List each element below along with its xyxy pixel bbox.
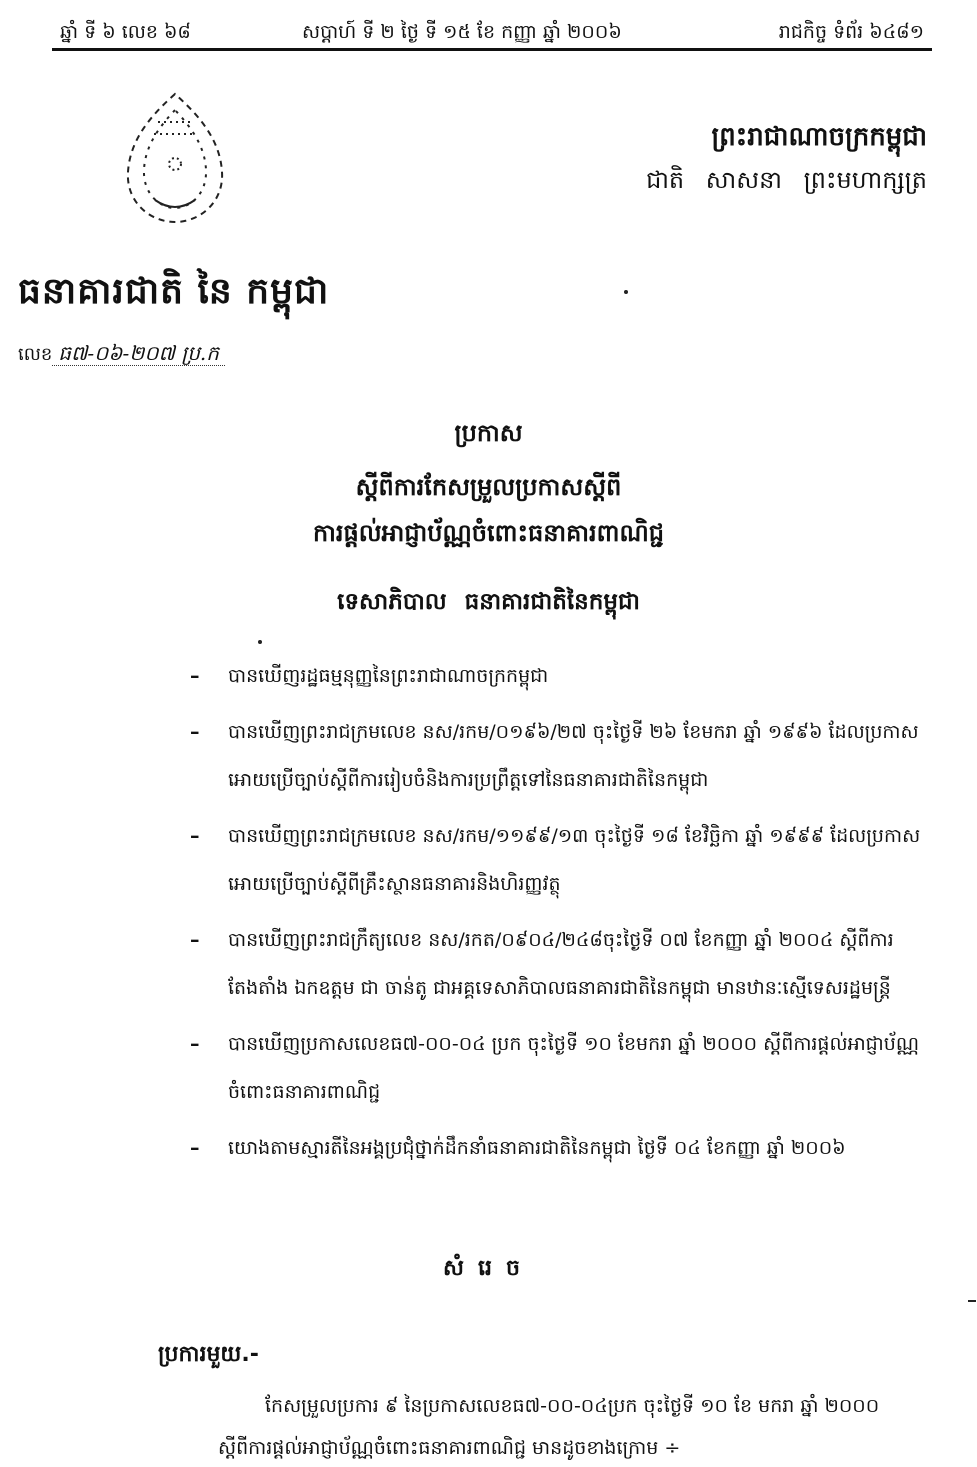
- gazette-year-issue: ឆ្នាំ ទី ៦ លេខ ៦៨: [60, 21, 191, 43]
- article-paragraph-line-1: កែសម្រួលប្រការ ៩ នៃប្រកាសលេខធ៧-០០-០៤ប្រក ចុះថ្ងៃទី ១០ ខែ មករា ឆ្នាំ ២០០០: [265, 1395, 880, 1417]
- consideration-text: បានឃើញព្រះរាជក្រឹត្យលេខ នស/រកត/០៩០៤/២៤៨ចុះថ្ងៃទី ០៧ ខែកញ្ញា ឆ្នាំ ២០០៤ ស្តីពីការតែងតាំង ឯកឧត្តម ជា ចាន់តូ ជាអគ្គទេសាភិបាលធនាគារជាតិនៃកម្ពុជា មានឋានៈស្មើទេសរដ្ឋមន្ត្រី: [228, 929, 894, 999]
- list-item: – បានឃើញរដ្ឋធម្មនុញ្ញនៃព្រះរាជាណាចក្រកម្ពុជា: [190, 665, 549, 687]
- consideration-text: បានឃើញព្រះរាជក្រមលេខ នស/រកម/១១៩៩/១៣ ចុះថ្ងៃទី ១៨ ខែវិច្ឆិកា ឆ្នាំ ១៩៩៩ ដែលប្រកាសអោយប្រើច្បាប់ស្តីពីគ្រឹះស្ថានធនាគារនិងហិរញ្ញវត្ថុ: [228, 825, 921, 895]
- reference-label: លេខ: [18, 344, 53, 365]
- article-one-heading: ប្រការមួយ.-: [158, 1342, 259, 1367]
- gazette-page: រាជកិច្ច ទំព័រ ៦៤៨១: [778, 21, 924, 43]
- gazette-header: [52, 18, 932, 51]
- scan-speck: [968, 1300, 976, 1302]
- document-type: ប្រកាស: [454, 419, 523, 447]
- bank-seal-emblem-icon: [100, 82, 250, 232]
- scan-speck: [258, 640, 262, 644]
- considerations-list: [190, 652, 945, 1180]
- subject-line-1: ស្តីពីការកែសម្រួលប្រកាសស្តីពី: [355, 473, 622, 501]
- list-item: – បានឃើញព្រះរាជក្រឹត្យលេខ នស/រកត/០៩០៤/២៤៨ចុះថ្ងៃទី ០៧ ខែកញ្ញា ឆ្នាំ ២០០៤ ស្តីពីការតែងតាំង ឯកឧត្តម ជា ចាន់តូ ជាអគ្គទេសាភិបាលធនាគារជាតិនៃកម្ពុជា មានឋានៈស្មើទេសរដ្ឋមន្ត្រី: [190, 929, 894, 999]
- consideration-text: យោងតាមស្មារតីនៃអង្គប្រជុំថ្នាក់ដឹកនាំធនាគារជាតិនៃកម្ពុជា ថ្ងៃទី ០៤ ខែកញ្ញា ឆ្នាំ ២០០៦: [228, 1137, 846, 1159]
- national-motto: ជាតិ សាសនា ព្រះមហាក្សត្រ: [646, 166, 927, 194]
- handwritten-reference: ធ៧-០៦-២០៧ ប្រ.ក: [52, 341, 225, 366]
- scan-speck: [624, 290, 628, 294]
- gazette-date: សប្តាហ៍ ទី ២ ថ្ងៃ ទី ១៥ ខែ កញ្ញា ឆ្នាំ ២០០៦: [302, 21, 622, 43]
- list-item: – បានឃើញព្រះរាជក្រមលេខ នស/រកម/០១៩៦/២៧ ចុះថ្ងៃទី ២៦ ខែមករា ឆ្នាំ ១៩៩៦ ដែលប្រកាសអោយប្រើច្បាប់ស្តីពីការរៀបចំនិងការប្រព្រឹត្តទៅនៃធនាគារជាតិនៃកម្ពុជា: [190, 721, 919, 791]
- issuing-bank-name: ធនាគារជាតិ នៃ កម្ពុជា: [18, 271, 330, 312]
- reference-number: [18, 340, 225, 370]
- list-item: – យោងតាមស្មារតីនៃអង្គប្រជុំថ្នាក់ដឹកនាំធនាគារជាតិនៃកម្ពុជា ថ្ងៃទី ០៤ ខែកញ្ញា ឆ្នាំ ២០០៦: [190, 1137, 846, 1159]
- consideration-text: បានឃើញប្រកាសលេខធ៧-០០-០៤ ប្រក ចុះថ្ងៃទី ១០ ខែមករា ឆ្នាំ ២០០០ ស្តីពីការផ្តល់អាជ្ញាប័ណ្ណចំពោះធនាគារពាណិជ្ជ: [228, 1033, 920, 1103]
- article-paragraph-line-2: ស្តីពីការផ្តល់អាជ្ញាប័ណ្ណចំពោះធនាគារពាណិជ្ជ មានដូចខាងក្រោម ÷: [218, 1437, 681, 1459]
- kingdom-title: ព្រះរាជាណាចក្រកម្ពុជា: [711, 122, 927, 152]
- subject-line-2: ការផ្តល់អាជ្ញាប័ណ្ណចំពោះធនាគារពាណិជ្ជ: [313, 519, 664, 547]
- consideration-text: បានឃើញព្រះរាជក្រមលេខ នស/រកម/០១៩៦/២៧ ចុះថ្ងៃទី ២៦ ខែមករា ឆ្នាំ ១៩៩៦ ដែលប្រកាសអោយប្រើច្បាប់ស្តីពីការរៀបចំនិងការប្រព្រឹត្តទៅនៃធនាគារជាតិនៃកម្ពុជា: [228, 721, 919, 791]
- decision-heading: សំរេច: [443, 1256, 534, 1281]
- issuer-title: ទេសាភិបាល ធនាគារជាតិនៃកម្ពុជា: [337, 589, 640, 615]
- list-item: – បានឃើញព្រះរាជក្រមលេខ នស/រកម/១១៩៩/១៣ ចុះថ្ងៃទី ១៨ ខែវិច្ឆិកា ឆ្នាំ ១៩៩៩ ដែលប្រកាសអោយប្រើច្បាប់ស្តីពីគ្រឹះស្ថានធនាគារនិងហិរញ្ញវត្ថុ: [190, 825, 921, 895]
- consideration-text: បានឃើញរដ្ឋធម្មនុញ្ញនៃព្រះរាជាណាចក្រកម្ពុជា: [228, 665, 549, 687]
- list-item: – បានឃើញប្រកាសលេខធ៧-០០-០៤ ប្រក ចុះថ្ងៃទី ១០ ខែមករា ឆ្នាំ ២០០០ ស្តីពីការផ្តល់អាជ្ញាប័ណ្ណចំពោះធនាគារពាណិជ្ជ: [190, 1033, 920, 1103]
